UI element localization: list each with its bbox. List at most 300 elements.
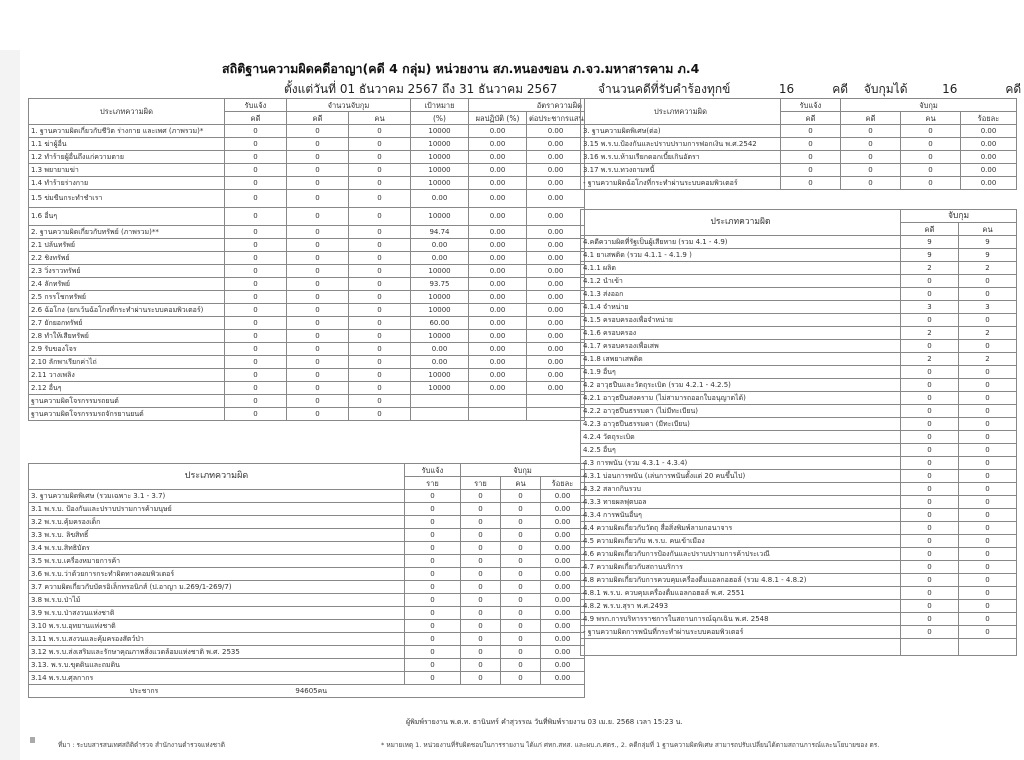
cell-received: 0 [405, 620, 461, 633]
cell-pct: 0.00 [541, 633, 585, 646]
cell-person: 0 [959, 366, 1017, 379]
table-row [29, 672, 585, 685]
cell-perf: 0.00 [469, 208, 527, 226]
cell-received: 0 [405, 672, 461, 685]
col-header-pct: ร้อยละ [541, 477, 585, 490]
table-row [581, 164, 1017, 177]
table-row [29, 503, 585, 516]
cell-perf: 0.00 [469, 343, 527, 356]
cell-person: 0 [501, 659, 541, 672]
cell-case: 0 [901, 509, 959, 522]
cell-person: 0 [349, 304, 411, 317]
cell-perf: 0.00 [469, 138, 527, 151]
cell-case: 0 [841, 151, 901, 164]
row-label: 4.2.1 อาวุธปืนสงคราม (ไม่สามารถออกใบอนุญาตได้) [581, 392, 901, 405]
cell-person: 0 [959, 405, 1017, 418]
cell-case: 2 [901, 327, 959, 340]
cell-target: 10000 [411, 151, 469, 164]
cell-count: 0 [461, 529, 501, 542]
cell-case: 0 [901, 483, 959, 496]
row-label: ฐานความผิดโจรกรรมรถยนต์ [29, 395, 225, 408]
cell-target: 0.00 [411, 252, 469, 265]
cell-case: 0 [287, 151, 349, 164]
table-row [581, 470, 1017, 483]
row-label: 4.1 ยาเสพติด (รวม 4.1.1 - 4.1.9 ) [581, 249, 901, 262]
cell-case: 0 [287, 252, 349, 265]
cell-received: 0 [225, 208, 287, 226]
cell-case: 0 [901, 366, 959, 379]
table-row [29, 356, 585, 369]
cell-perf: 0.00 [469, 278, 527, 291]
cell-received: 0 [225, 226, 287, 239]
table-row [581, 613, 1017, 626]
table-row [581, 587, 1017, 600]
cell-case: 0 [287, 138, 349, 151]
cell-person: 3 [959, 301, 1017, 314]
row-label: 3.15 พ.ร.บ.ป้องกันและปราบปรามการฟอกเงิน พ.ศ.2542 [581, 138, 781, 151]
table-row [29, 164, 585, 177]
table-row [581, 418, 1017, 431]
cell-rate: 0.00 [527, 177, 585, 190]
row-label: 3.8 พ.ร.บ.ป่าไม้ [29, 594, 405, 607]
row-label: 2.12 อื่นๆ [29, 382, 225, 395]
col-header-person: คน [901, 112, 961, 125]
cell-received: 0 [225, 177, 287, 190]
row-label: 2.10 ลักพาเรียกค่าไถ่ [29, 356, 225, 369]
cell-received: 0 [405, 490, 461, 503]
cell-person: 0 [959, 535, 1017, 548]
cell-received: 0 [225, 395, 287, 408]
cell-perf: 0.00 [469, 164, 527, 177]
col-header-received: รับแจ้ง [225, 99, 287, 112]
population-label: ประชากร [129, 686, 159, 695]
cell-person: 0 [959, 379, 1017, 392]
cell-case: 3 [901, 301, 959, 314]
cell-person: 0 [349, 291, 411, 304]
cell-person: 0 [959, 626, 1017, 639]
row-label: 4.2.4 วัตถุระเบิด [581, 431, 901, 444]
cell-person: 0 [959, 561, 1017, 574]
col-header-case: คดี [287, 112, 349, 125]
cell-person: 0 [501, 516, 541, 529]
table-row [581, 600, 1017, 613]
crime-stats-table-2 [28, 463, 585, 698]
col-header-type: ประเภทความผิด [29, 99, 225, 125]
cell-pct: 0.00 [541, 542, 585, 555]
cell-received: 0 [225, 356, 287, 369]
cell-pct: 0.00 [541, 503, 585, 516]
cell-target: 10000 [411, 369, 469, 382]
cell-case: 0 [901, 470, 959, 483]
row-label: 4.9 พรก.การบริหารราชการในสถานการณ์ฉุกเฉิน พ.ศ. 2548 [581, 613, 901, 626]
cell-pct: 0.00 [541, 672, 585, 685]
cell-case: 0 [901, 340, 959, 353]
cell-received: 0 [405, 633, 461, 646]
cell-rate [527, 408, 585, 421]
population-value: 94605คน [295, 686, 328, 695]
table-row [581, 125, 1017, 138]
cell-case: 0 [841, 138, 901, 151]
row-label: 4.1.7 ครอบครองเพื่อเสพ [581, 340, 901, 353]
table-row [581, 327, 1017, 340]
table-row [581, 301, 1017, 314]
table-row [29, 659, 585, 672]
table-row [29, 594, 585, 607]
empty-cell [901, 639, 959, 656]
col-header-arrests: จับกุม [461, 464, 585, 477]
table-row [29, 542, 585, 555]
cell-received: 0 [225, 382, 287, 395]
table-row [581, 236, 1017, 249]
cell-rate: 0.00 [527, 369, 585, 382]
cell-received: 0 [405, 555, 461, 568]
cell-case: 0 [841, 125, 901, 138]
cell-person: 0 [501, 490, 541, 503]
table-row [581, 353, 1017, 366]
arrested-value: 16 [942, 82, 958, 96]
cell-received: 0 [225, 138, 287, 151]
row-label: 3.11 พ.ร.บ.สงวนและคุ้มครองสัตว์ป่า [29, 633, 405, 646]
cell-person: 0 [349, 164, 411, 177]
cell-received: 0 [781, 164, 841, 177]
cell-pct: 0.00 [961, 177, 1017, 190]
cell-case: 2 [901, 262, 959, 275]
table-row [29, 633, 585, 646]
cell-person: 0 [349, 190, 411, 208]
table-row [581, 457, 1017, 470]
table-row [29, 190, 585, 208]
cell-pct: 0.00 [541, 594, 585, 607]
table-row [29, 555, 585, 568]
row-label: 2.8 ทำให้เสียทรัพย์ [29, 330, 225, 343]
cell-case: 0 [287, 239, 349, 252]
table-row [581, 379, 1017, 392]
cell-person: 0 [501, 555, 541, 568]
cell-received: 0 [405, 594, 461, 607]
table-row [29, 125, 585, 138]
row-label: 3. ฐานความผิดพิเศษ (รวมเฉพาะ 3.1 - 3.7) [29, 490, 405, 503]
cell-person: 0 [901, 138, 961, 151]
row-label: 4.คดีความผิดที่รัฐเป็นผู้เสียหาย (รวม 4.1 - 4.9) [581, 236, 901, 249]
cell-person: 0 [501, 581, 541, 594]
cell-case: 0 [901, 548, 959, 561]
cell-target: 10000 [411, 304, 469, 317]
cell-rate: 0.00 [527, 304, 585, 317]
table-row [581, 548, 1017, 561]
row-label: 1.3 พยายามฆ่า [29, 164, 225, 177]
table-row [581, 262, 1017, 275]
empty-cell [959, 639, 1017, 656]
row-label: 3.3 พ.ร.บ. ลิขสิทธิ์ [29, 529, 405, 542]
cell-case: 0 [841, 164, 901, 177]
table-row [29, 239, 585, 252]
cell-case: 0 [287, 278, 349, 291]
cell-case: 0 [287, 164, 349, 177]
cell-person: 0 [501, 568, 541, 581]
table-row [581, 483, 1017, 496]
cell-perf: 0.00 [469, 239, 527, 252]
cell-target: 0.00 [411, 239, 469, 252]
cell-person: 0 [501, 542, 541, 555]
table-row [581, 535, 1017, 548]
cell-rate: 0.00 [527, 151, 585, 164]
row-label: 4.2.5 อื่นๆ [581, 444, 901, 457]
row-label: 3.5 พ.ร.บ.เครื่องหมายการค้า [29, 555, 405, 568]
cell-person: 0 [349, 317, 411, 330]
cell-rate: 0.00 [527, 382, 585, 395]
cell-case: 0 [287, 177, 349, 190]
row-label: 4.1.5 ครอบครองเพื่อจำหน่าย [581, 314, 901, 327]
col-header-person: คน [959, 223, 1017, 236]
table-row [29, 490, 585, 503]
arrested-label: จับกุมได้ [863, 82, 908, 96]
cell-case: 0 [287, 291, 349, 304]
row-label: 4.8 ความผิดเกี่ยวกับการควบคุมเครื่องดื่มแอลกอฮอล์ (รวม 4.8.1 - 4.8.2) [581, 574, 901, 587]
cell-received: 0 [781, 125, 841, 138]
row-label: 2.3 วิ่งราวทรัพย์ [29, 265, 225, 278]
cell-pct: 0.00 [541, 646, 585, 659]
row-label: 4.5 ความผิดเกี่ยวกับ พ.ร.บ. คนเข้าเมือง [581, 535, 901, 548]
cell-received: 0 [225, 151, 287, 164]
cell-case: 0 [287, 369, 349, 382]
row-label: 4.8.2 พ.ร.บ.สุรา พ.ศ.2493 [581, 600, 901, 613]
cell-person: 0 [349, 226, 411, 239]
table-row [29, 382, 585, 395]
row-label: 3.4 พ.ร.บ.สิทธิบัตร [29, 542, 405, 555]
table-row [581, 366, 1017, 379]
cell-received: 0 [781, 177, 841, 190]
col-header-pct: ร้อยละ [961, 112, 1017, 125]
row-label: 4.1.1 ผลิต [581, 262, 901, 275]
cell-received: 0 [781, 151, 841, 164]
cell-case: 0 [287, 330, 349, 343]
cell-case: 0 [901, 613, 959, 626]
row-label: 3. ฐานความผิดพิเศษ(ต่อ) [581, 125, 781, 138]
row-label: 3.16 พ.ร.บ.ห้ามเรียกดอกเบี้ยเกินอัตรา [581, 151, 781, 164]
table-row [581, 138, 1017, 151]
cell-rate [527, 395, 585, 408]
cell-perf: 0.00 [469, 226, 527, 239]
cell-person: 0 [959, 288, 1017, 301]
cell-perf: 0.00 [469, 151, 527, 164]
cell-case: 0 [901, 587, 959, 600]
col-header-pct: (%) [411, 112, 469, 125]
cell-pct: 0.00 [541, 568, 585, 581]
cell-person: 0 [959, 314, 1017, 327]
row-label: 3.1 พ.ร.บ. ป้องกันและปราบปรามการค้ามนุษย์ [29, 503, 405, 516]
cell-pct: 0.00 [541, 607, 585, 620]
row-label: 4.3.4 การพนันอื่นๆ [581, 509, 901, 522]
cell-person: 0 [349, 343, 411, 356]
cell-person: 0 [501, 633, 541, 646]
cell-person: 0 [349, 138, 411, 151]
cell-received: 0 [405, 607, 461, 620]
cell-person: 0 [349, 278, 411, 291]
cell-case: 0 [287, 208, 349, 226]
cell-person: 9 [959, 249, 1017, 262]
cell-case: 0 [901, 457, 959, 470]
cell-perf: 0.00 [469, 317, 527, 330]
cell-perf: 0.00 [469, 265, 527, 278]
row-label: 2. ฐานความผิดเกี่ยวกับทรัพย์ (ภาพรวม)** [29, 226, 225, 239]
cell-target: 60.00 [411, 317, 469, 330]
table-row [29, 304, 585, 317]
cell-received: 0 [405, 516, 461, 529]
cell-rate: 0.00 [527, 125, 585, 138]
cell-received: 0 [225, 408, 287, 421]
row-label: 4.4 ความผิดเกี่ยวกับวัตถุ สื่อสิ่งพิมพ์ลามกอนาจาร [581, 522, 901, 535]
cell-case: 0 [287, 356, 349, 369]
cell-case: 0 [287, 190, 349, 208]
col-header-received: รับแจ้ง [781, 99, 841, 112]
cell-person: 0 [901, 125, 961, 138]
cell-target: 10000 [411, 164, 469, 177]
cell-case: 0 [901, 561, 959, 574]
row-label: 4.3.1 บ่อนการพนัน (เล่นการพนันตั้งแต่ 20 คนขึ้นไป) [581, 470, 901, 483]
col-header-case: คดี [781, 112, 841, 125]
cell-person: 0 [349, 408, 411, 421]
cell-rate: 0.00 [527, 226, 585, 239]
cell-case: 0 [901, 379, 959, 392]
cell-case: 0 [287, 382, 349, 395]
cell-count: 0 [461, 620, 501, 633]
cell-case: 0 [287, 408, 349, 421]
cell-case: 9 [901, 236, 959, 249]
cell-received: 0 [405, 529, 461, 542]
row-label: 4.1.6 ครอบครอง [581, 327, 901, 340]
col-header-case: คดี [225, 112, 287, 125]
col-header-count: ราย [461, 477, 501, 490]
cell-person: 0 [959, 275, 1017, 288]
cell-case: 0 [287, 265, 349, 278]
cell-received: 0 [225, 369, 287, 382]
cell-perf: 0.00 [469, 382, 527, 395]
row-label: 3.12 พ.ร.บ.ส่งเสริมและรักษาคุณภาพสิ่งแวดล้อมแห่งชาติ พ.ศ. 2535 [29, 646, 405, 659]
cell-perf: 0.00 [469, 190, 527, 208]
crime-stats-table-1 [28, 98, 585, 421]
cell-case: 0 [287, 125, 349, 138]
col-header-person: คน [501, 477, 541, 490]
row-label: 2.1 ปล้นทรัพย์ [29, 239, 225, 252]
row-label: 4.7 ความผิดเกี่ยวกับสถานบริการ [581, 561, 901, 574]
row-label: 2.2 ชิงทรัพย์ [29, 252, 225, 265]
table-row [29, 369, 585, 382]
cell-received: 0 [225, 291, 287, 304]
cell-rate: 0.00 [527, 343, 585, 356]
cell-rate: 0.00 [527, 278, 585, 291]
cell-person: 0 [349, 252, 411, 265]
table-row [29, 226, 585, 239]
cell-pct: 0.00 [541, 490, 585, 503]
cell-count: 0 [461, 607, 501, 620]
cell-person: 0 [959, 600, 1017, 613]
cell-pct: 0.00 [541, 516, 585, 529]
cell-pct: 0.00 [541, 529, 585, 542]
table-row [29, 177, 585, 190]
cell-case: 0 [287, 343, 349, 356]
cell-person: 0 [959, 613, 1017, 626]
table-row [581, 431, 1017, 444]
row-label: - ฐานความผิดฉ้อโกงที่กระทำผ่านระบบคอมพิวเตอร์ [581, 177, 781, 190]
col-header-type: ประเภทความผิด [29, 464, 405, 490]
table-row [29, 343, 585, 356]
row-label: 3.14 พ.ร.บ.ศุลกากร [29, 672, 405, 685]
table-row [581, 496, 1017, 509]
cell-rate: 0.00 [527, 190, 585, 208]
cell-rate: 0.00 [527, 208, 585, 226]
cell-count: 0 [461, 555, 501, 568]
table-row [29, 252, 585, 265]
cell-received: 0 [405, 503, 461, 516]
row-label: 3.10 พ.ร.บ.อุทยานแห่งชาติ [29, 620, 405, 633]
cell-case: 0 [901, 392, 959, 405]
cell-person: 0 [959, 587, 1017, 600]
cell-count: 0 [461, 659, 501, 672]
table-row [29, 151, 585, 164]
row-label: 4.6 ความผิดเกี่ยวกับการป้องกันและปราบปรามการค้าประเวณี [581, 548, 901, 561]
row-label: 1.2 ทำร้ายผู้อื่นถึงแก่ความตาย [29, 151, 225, 164]
page-icon [30, 737, 35, 743]
table-row [581, 509, 1017, 522]
cell-target: 10000 [411, 382, 469, 395]
cell-perf: 0.00 [469, 330, 527, 343]
cell-target: 10000 [411, 330, 469, 343]
cell-person: 0 [501, 503, 541, 516]
table-row [581, 314, 1017, 327]
table-row [581, 340, 1017, 353]
cell-person: 0 [349, 239, 411, 252]
cell-person: 2 [959, 262, 1017, 275]
table-row [29, 395, 585, 408]
table-row [29, 408, 585, 421]
cell-person: 0 [959, 470, 1017, 483]
row-label: 4.2.2 อาวุธปืนธรรมดา (ไม่มีทะเบียน) [581, 405, 901, 418]
cell-rate: 0.00 [527, 239, 585, 252]
col-header-target: เป้าหมาย [411, 99, 469, 112]
table-row [581, 177, 1017, 190]
cell-case: 0 [901, 522, 959, 535]
table-row [29, 278, 585, 291]
table-row [581, 249, 1017, 262]
cell-case: 0 [901, 288, 959, 301]
cell-perf: 0.00 [469, 304, 527, 317]
cell-case: 0 [901, 574, 959, 587]
col-header-arrests: จับกุม [841, 99, 1017, 112]
cell-perf: 0.00 [469, 369, 527, 382]
cell-case: 9 [901, 249, 959, 262]
col-header-received: รับแจ้ง [405, 464, 461, 477]
cell-person: 0 [959, 496, 1017, 509]
cell-person: 0 [901, 164, 961, 177]
table-row [581, 522, 1017, 535]
cell-count: 0 [461, 568, 501, 581]
cell-perf [469, 408, 527, 421]
cell-rate: 0.00 [527, 317, 585, 330]
report-title: สถิติฐานความผิดคดีอาญา(คดี 4 กลุ่ม) หน่วยงาน สภ.หนองขอน ภ.จว.มหาสารคาม ภ.4 [222, 61, 700, 76]
cell-person: 0 [959, 457, 1017, 470]
cell-received: 0 [225, 164, 287, 177]
cell-person: 0 [501, 594, 541, 607]
cell-perf: 0.00 [469, 125, 527, 138]
cell-case: 0 [287, 395, 349, 408]
cell-count: 0 [461, 542, 501, 555]
row-label: 1.5 ข่มขืนกระทำชำเรา [29, 190, 225, 208]
cell-received: 0 [405, 568, 461, 581]
row-label: 1.4 ทำร้ายร่างกาย [29, 177, 225, 190]
table-row [581, 392, 1017, 405]
row-label: 4.2 อาวุธปืนและวัตถุระเบิด (รวม 4.2.1 - 4.2.5) [581, 379, 901, 392]
cell-received: 0 [225, 304, 287, 317]
